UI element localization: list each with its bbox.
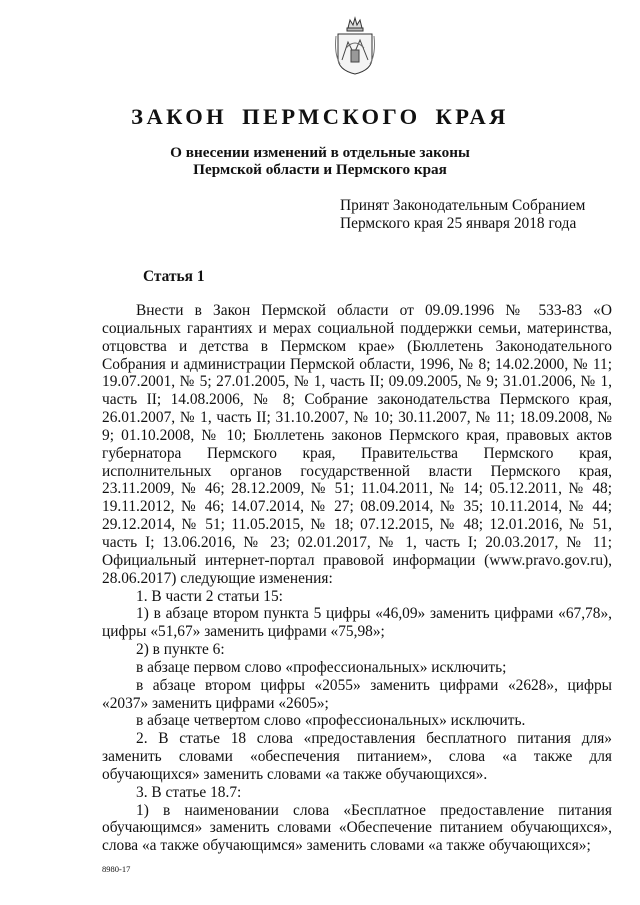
paragraph: 1) в абзаце втором пункта 5 цифры «46,09» заменить цифрами «67,78», цифры «51,67» заменить цифрами «75,98»;: [102, 605, 612, 641]
paragraph: в абзаце четвертом слово «профессиональных» исключить.: [136, 712, 526, 730]
adoption-line: Пермского края 25 января 2018 года: [340, 214, 577, 232]
paragraph: 1. В части 2 статьи 15:: [136, 587, 283, 605]
paragraph: в абзаце втором цифры «2055» заменить цифрами «2628», цифры «2037» заменить цифрами «2605»;: [102, 676, 612, 712]
paragraph: в абзаце первом слово «профессиональных» исключить;: [136, 658, 507, 676]
paragraph: 2) в пункте 6:: [136, 641, 225, 659]
article-heading: Статья 1: [143, 268, 205, 285]
document-code: 8980-17: [102, 864, 131, 874]
paragraph: 3. В статье 18.7:: [136, 783, 242, 801]
paragraph: Внести в Закон Пермской области от 09.09.1996 № 533-83 «О социальных гарантиях и мерах социальной поддержки семьи, материнства, отцовства и детства в Пермском крае» (Бюллетень Законодательного Собрания и администрации Пермской области, 1996, № 8; 14.02.2000, № 11; 19.07.2001, № 5; 27.01.2005, № 1, часть II; 09.09.2005, № 9; 31.01.2006, № 1, часть II; 14.08.2006, № 8; Собрание законодательства Пермского края, 26.01.2007, № 1, часть II; 31.10.2007, № 10; 30.11.2007, № 11; 18.09.2008, № 9; 01.10.2008, № 10; Бюллетень законов Пермского края, правовых актов губернатора Пермского края, Правительства Пермского края, исполнительных органов государственной власти Пермского края, 23.11.2009, № 46; 28.12.2009, № 51; 11.04.2011, № 14; 05.12.2011, № 48; 19.11.2012, № 46; 14.07.2014, № 27; 08.09.2014, № 35; 10.11.2014, № 44; 29.12.2014, № 51; 11.05.2015, № 18; 07.12.2015, № 48; 12.01.2016, № 51, часть I; 13.06.2016, № 23; 02.01.2017, № 1, часть I; 20.03.2017, № 11; Официальный интернет-портал правовой информации (www.pravo.gov.ru), 28.06.2017) следующие изменения:: [102, 302, 612, 587]
law-title: ЗАКОН ПЕРМСКОГО КРАЯ: [131, 104, 509, 129]
paragraph: 1) в наименовании слова «Бесплатное предоставление питания обучающимся» заменить словами «Обеспечение питанием обучающихся», слова «а также обучающимся» заменить словами «а также обучающихся»;: [102, 801, 612, 855]
adoption-note: [340, 197, 640, 232]
law-subject: [0, 144, 640, 178]
article-body: [102, 302, 612, 855]
subject-line: Пермской области и Пермского края: [193, 161, 447, 178]
subject-line: О внесении изменений в отдельные законы: [170, 144, 470, 161]
adoption-line: Принят Законодательным Собранием: [340, 197, 586, 214]
paragraph: 2. В статье 18 слова «предоставления бесплатного питания для» заменить словами «обеспечения питанием», слова «а также для обучающихся» заменить словами «а также обучающихся».: [102, 730, 612, 783]
coat-of-arms-icon: [332, 14, 378, 76]
